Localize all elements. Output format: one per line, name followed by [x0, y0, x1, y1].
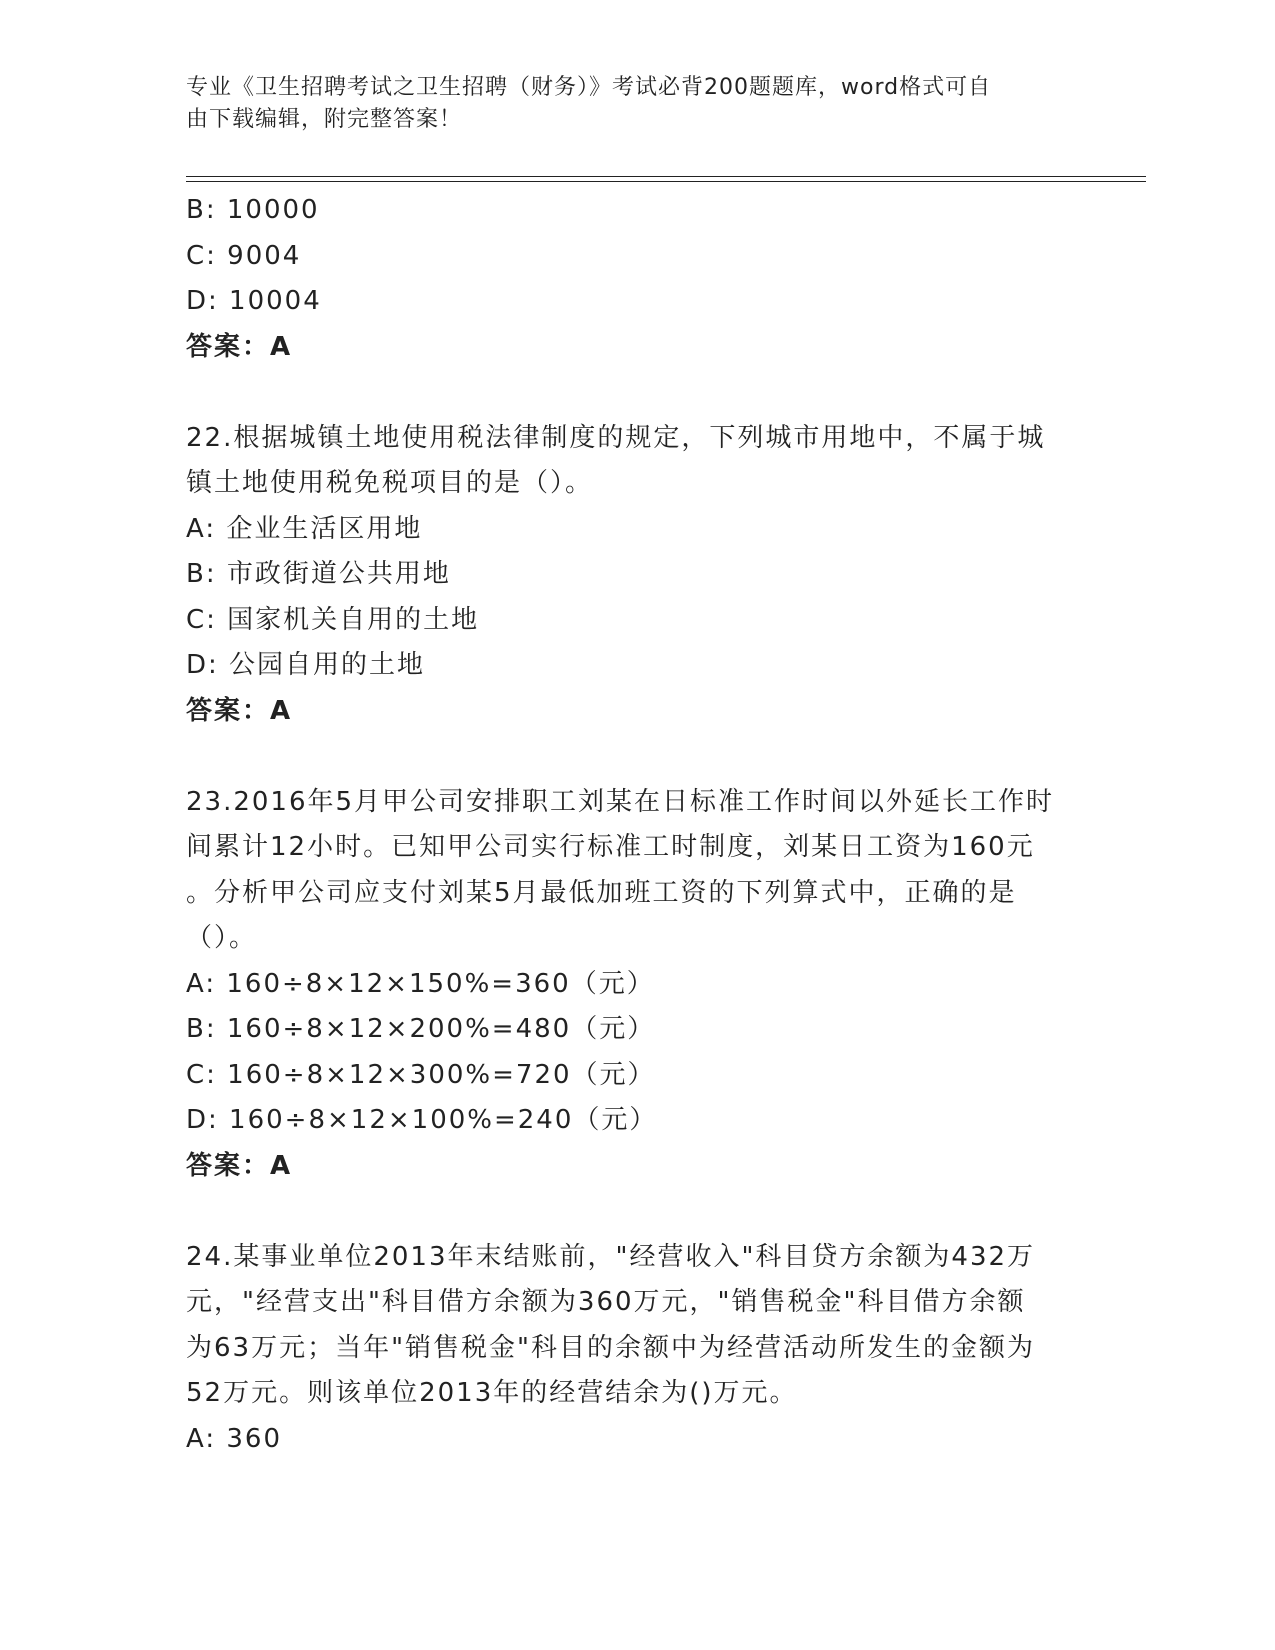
question-text-line: 52万元。则该单位2013年的经营结余为()万元。 [186, 1378, 798, 1408]
header-divider [186, 176, 1146, 182]
option-d: D: 10004 [186, 286, 322, 316]
option-b: B: 160÷8×12×200%=480（元） [186, 1014, 656, 1044]
option-b: B: 10000 [186, 195, 320, 225]
question-text-line: 间累计12小时。已知甲公司实行标准工时制度，刘某日工资为160元 [186, 832, 1035, 862]
document-body [186, 188, 1086, 1462]
document-header [186, 72, 1066, 136]
option-a: A: 160÷8×12×150%=360（元） [186, 968, 655, 999]
spacer [186, 1189, 1086, 1235]
option-c: C: 国家机关自用的土地 [186, 604, 480, 635]
option-d: D: 160÷8×12×100%=240（元） [186, 1105, 658, 1135]
question-23 [186, 780, 1086, 1190]
answer-line: 答案：A [186, 695, 293, 726]
question-22 [186, 416, 1086, 735]
question-text-line: 。分析甲公司应支付刘某5月最低加班工资的下列算式中，正确的是 [186, 877, 1017, 908]
option-c: C: 160÷8×12×300%=720（元） [186, 1059, 656, 1090]
question-text-line: 镇土地使用税免税项目的是（）。 [186, 468, 594, 498]
question-text-line: 为63万元；当年"销售税金"科目的余额中为经营活动所发生的金额为 [186, 1332, 1036, 1363]
header-line-2: 由下载编辑，附完整答案！ [186, 107, 463, 132]
answer-line: 答案：A [186, 1150, 293, 1181]
option-c: C: 9004 [186, 240, 302, 271]
question-text-line: （）。 [186, 923, 258, 953]
question-text-line: 24.某事业单位2013年末结账前，"经营收入"科目贷方余额为432万 [186, 1241, 1036, 1272]
spacer [186, 370, 1086, 416]
option-a: A: 企业生活区用地 [186, 513, 423, 544]
question-text-line: 22.根据城镇土地使用税法律制度的规定，下列城市用地中，不属于城 [186, 422, 1046, 453]
answer-line: 答案：A [186, 331, 293, 362]
question-21-continuation [186, 188, 1086, 370]
question-text-line: 元，"经营支出"科目借方余额为360万元，"销售税金"科目借方余额 [186, 1287, 1026, 1317]
spacer [186, 734, 1086, 780]
option-a: A: 360 [186, 1423, 282, 1454]
question-text-line: 23.2016年5月甲公司安排职工刘某在日标准工作时间以外延长工作时 [186, 786, 1055, 817]
option-b: B: 市政街道公共用地 [186, 559, 451, 589]
question-24 [186, 1235, 1086, 1463]
header-line-1: 专业《卫生招聘考试之卫生招聘（财务）》考试必背200题题库，word格式可自 [186, 75, 992, 100]
option-d: D: 公园自用的土地 [186, 650, 426, 680]
